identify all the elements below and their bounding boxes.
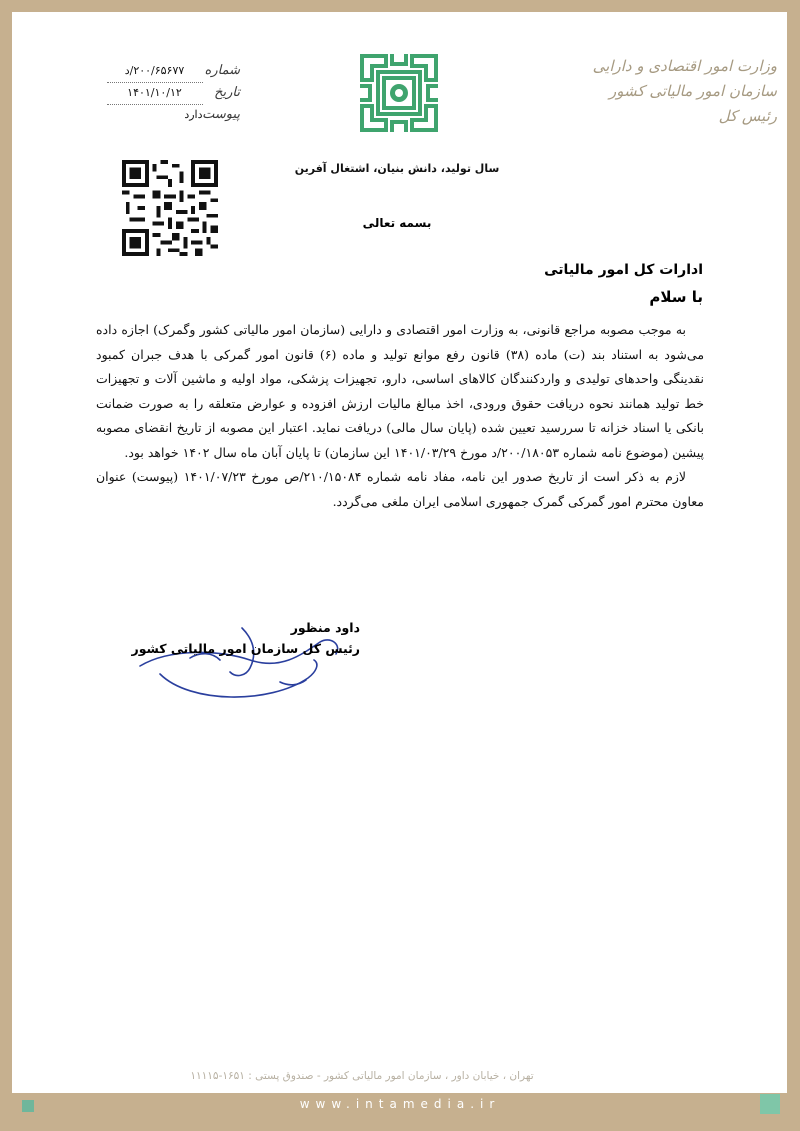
ministry-line: سازمان امور مالیاتی کشور [609,82,777,100]
body-paragraph: لازم به ذکر است از تاریخ صدور این نامه، مفاد نامه شماره ۲۱۰/۱۵۰۸۴/ص مورخ ۱۴۰۱/۰۷/۲۳ (پیوست) عنوان معاون محترم امور گمرکی گمرک جمهوری اسلامی ایران ملغی می‌گردد. [96,469,704,509]
ministry-header [567,54,777,129]
body-paragraph: به موجب مصوبه مراجع قانونی، به وزارت امور اقتصادی و دارایی (سازمان امور مالیاتی کشور وگمرک) اجازه داده می‌شود به استناد بند (ت) ماده (۳۸) قانون رفع موانع تولید و ماده (۶) قانون امور گمرکی با هدف جبران کمبود نقدینگی واحدهای تولیدی و واردکنندگان کالاهای اساسی، دارو، تجهیزات پزشکی، مواد اولیه و ماشین آلات و تجهیزات خط تولید همانند نحوه دریافت حقوق ورودی، اخذ مبالغ مالیات ارزش افزوده و عوارض متعلقه را به صورت ضمانت بانکی یا اسناد خزانه تا سررسید تعیین شده (پایان سال مالی) دریافت نماید. اعتبار این مصوبه از تاریخ انقضای مصوبه پیشین (موضوع نامه شماره ۲۰۰/۱۸۰۵۳/د مورخ ۱۴۰۱/۰۳/۲۹ این سازمان) تا پایان آبان ماه سال ۱۴۰۲ خواهد بود. [96,322,705,460]
letter-attachment-value: دارد [184,108,203,121]
greeting-line: با سلام [649,288,703,306]
signatory-title: رئیس کل سازمان امور مالیاتی کشور [131,641,360,656]
recipient-line: ادارات کل امور مالیاتی [544,262,703,278]
year-slogan: سال تولید، دانش بنیان، اشتغال آفرین [294,162,500,175]
ministry-line: رئیس کل [718,107,777,125]
letter-date-value: ۱۴۰۱/۱۰/۱۲ [107,82,203,105]
letter-number-value: ۲۰۰/۶۵۶۷۷/د [107,60,203,83]
ministry-line: وزارت امور اقتصادی و دارایی [592,57,777,75]
website-link[interactable]: www.intamedia.ir [299,1097,501,1111]
letter-metadata [90,60,240,126]
letter-attachment-row [90,104,240,126]
decorative-square [760,1094,780,1114]
signatory-name: داود منظور [290,620,360,635]
qr-code-icon [122,160,218,256]
footer-address: تهران ، خیابان داور ، سازمان امور مالیاتی کشور - صندوق پستی : ۱۶۵۱-۱۱۱۱۵ [190,1070,534,1082]
signature-block [130,608,360,718]
letter-number-row [90,60,240,82]
bismillah-heading: بسمه تعالی [362,216,432,230]
letter-sheet [12,12,787,1093]
decorative-square [22,1100,34,1112]
letter-date-row [90,82,240,104]
letter-date-label: تاریخ [214,85,240,100]
tax-organization-logo-icon [356,50,442,136]
letter-attachment-label: پیوست [202,107,240,122]
letter-body [96,318,704,514]
letter-number-label: شماره [204,63,240,78]
